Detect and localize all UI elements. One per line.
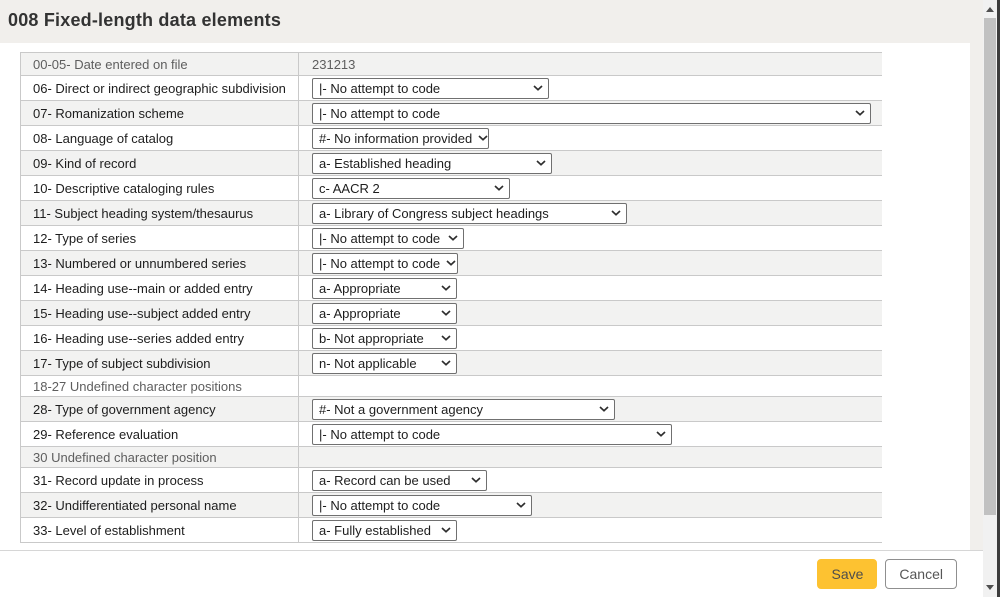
chevron-down-icon xyxy=(441,285,451,291)
row-value-cell xyxy=(299,447,882,467)
row-value-cell xyxy=(299,151,882,175)
row-label: 30 Undefined character position xyxy=(21,447,299,467)
select-value: |- No attempt to code xyxy=(319,497,441,513)
page-title: 008 Fixed-length data elements xyxy=(8,10,282,30)
table-row xyxy=(21,301,882,326)
chevron-down-icon xyxy=(533,85,543,91)
fixed-field-table xyxy=(20,52,882,543)
row-value-cell xyxy=(299,226,882,250)
row-label: 14- Heading use--main or added entry xyxy=(21,276,299,300)
row-value-cell xyxy=(299,201,882,225)
select-value: |- No attempt to code xyxy=(319,105,441,121)
select-31[interactable] xyxy=(312,470,487,491)
save-button[interactable]: Save xyxy=(817,559,877,589)
select-08[interactable] xyxy=(312,128,489,149)
table-row xyxy=(21,126,882,151)
select-value: a- Fully established xyxy=(319,522,431,538)
chevron-down-icon xyxy=(536,160,546,166)
row-label: 16- Heading use--series added entry xyxy=(21,326,299,350)
scroll-down-arrow-icon[interactable] xyxy=(983,580,997,594)
select-06[interactable] xyxy=(312,78,549,99)
chevron-down-icon xyxy=(441,360,451,366)
chevron-down-icon xyxy=(446,260,456,266)
row-value-cell xyxy=(299,101,882,125)
row-value-cell xyxy=(299,397,882,421)
vertical-scrollbar[interactable] xyxy=(983,0,997,597)
row-label: 17- Type of subject subdivision xyxy=(21,351,299,375)
select-10[interactable] xyxy=(312,178,510,199)
select-value: |- No attempt to code xyxy=(319,426,441,442)
chevron-down-icon xyxy=(656,431,666,437)
select-16[interactable] xyxy=(312,328,457,349)
row-value-cell xyxy=(299,251,882,275)
chevron-down-icon xyxy=(599,406,609,412)
row-label: 29- Reference evaluation xyxy=(21,422,299,446)
form-panel xyxy=(0,43,970,550)
select-17[interactable] xyxy=(312,353,457,374)
row-value-cell xyxy=(299,518,882,542)
row-value-cell xyxy=(299,126,882,150)
select-value: a- Library of Congress subject headings xyxy=(319,205,549,221)
select-value: a- Appropriate xyxy=(319,280,401,296)
table-row xyxy=(21,101,882,126)
select-value: |- No attempt to code xyxy=(319,80,441,96)
select-28[interactable] xyxy=(312,399,615,420)
select-11[interactable] xyxy=(312,203,627,224)
row-label: 10- Descriptive cataloging rules xyxy=(21,176,299,200)
table-row xyxy=(21,422,882,447)
row-label: 31- Record update in process xyxy=(21,468,299,492)
chevron-down-icon xyxy=(494,185,504,191)
row-label: 13- Numbered or unnumbered series xyxy=(21,251,299,275)
chevron-down-icon xyxy=(441,527,451,533)
select-value: #- No information provided xyxy=(319,130,473,146)
row-label: 18-27 Undefined character positions xyxy=(21,376,299,396)
row-value-cell xyxy=(299,76,882,100)
select-32[interactable] xyxy=(312,495,532,516)
chevron-down-icon xyxy=(478,135,488,141)
row-value-cell xyxy=(299,376,882,396)
row-value-cell xyxy=(299,493,882,517)
table-row xyxy=(21,518,882,543)
chevron-down-icon xyxy=(611,210,621,216)
row-value-cell xyxy=(299,176,882,200)
select-value: |- No attempt to code xyxy=(319,230,441,246)
row-label: 15- Heading use--subject added entry xyxy=(21,301,299,325)
row-label: 06- Direct or indirect geographic subdivision xyxy=(21,76,299,100)
row-value-cell xyxy=(299,468,882,492)
table-row xyxy=(21,397,882,422)
chevron-down-icon xyxy=(448,235,458,241)
table-row xyxy=(21,176,882,201)
field-value: 231213 xyxy=(312,56,356,72)
cancel-button[interactable]: Cancel xyxy=(885,559,957,589)
row-value-cell xyxy=(299,276,882,300)
table-row xyxy=(21,53,882,76)
row-label: 07- Romanization scheme xyxy=(21,101,299,125)
row-value-cell xyxy=(299,301,882,325)
table-row xyxy=(21,151,882,176)
chevron-down-icon xyxy=(471,477,481,483)
row-label: 32- Undifferentiated personal name xyxy=(21,493,299,517)
select-value: a- Appropriate xyxy=(319,305,401,321)
row-label: 12- Type of series xyxy=(21,226,299,250)
select-07[interactable] xyxy=(312,103,871,124)
chevron-down-icon xyxy=(855,110,865,116)
select-value: a- Established heading xyxy=(319,155,452,171)
select-15[interactable] xyxy=(312,303,457,324)
row-label: 33- Level of establishment xyxy=(21,518,299,542)
select-value: a- Record can be used xyxy=(319,472,451,488)
chevron-down-icon xyxy=(516,502,526,508)
select-value: #- Not a government agency xyxy=(319,401,484,417)
row-label: 08- Language of catalog xyxy=(21,126,299,150)
select-14[interactable] xyxy=(312,278,457,299)
scrollbar-thumb[interactable] xyxy=(984,18,996,515)
scroll-up-arrow-icon[interactable] xyxy=(983,2,997,16)
row-label: 28- Type of government agency xyxy=(21,397,299,421)
table-row xyxy=(21,226,882,251)
table-row xyxy=(21,276,882,301)
table-row xyxy=(21,251,882,276)
chevron-down-icon xyxy=(441,310,451,316)
table-row xyxy=(21,447,882,468)
select-value: |- No attempt to code xyxy=(319,255,441,271)
footer-bar xyxy=(0,550,983,597)
row-label: 00-05- Date entered on file xyxy=(21,53,299,75)
row-value-cell xyxy=(299,53,882,75)
table-row xyxy=(21,76,882,101)
table-row xyxy=(21,493,882,518)
chevron-down-icon xyxy=(441,335,451,341)
select-value: c- AACR 2 xyxy=(319,180,380,196)
select-33[interactable] xyxy=(312,520,457,541)
table-row xyxy=(21,201,882,226)
row-value-cell xyxy=(299,422,882,446)
row-value-cell xyxy=(299,351,882,375)
select-13[interactable] xyxy=(312,253,458,274)
select-value: n- Not applicable xyxy=(319,355,417,371)
select-value: b- Not appropriate xyxy=(319,330,424,346)
row-label: 09- Kind of record xyxy=(21,151,299,175)
select-12[interactable] xyxy=(312,228,464,249)
select-29[interactable] xyxy=(312,424,672,445)
table-row xyxy=(21,376,882,397)
table-row xyxy=(21,351,882,376)
row-value-cell xyxy=(299,326,882,350)
row-label: 11- Subject heading system/thesaurus xyxy=(21,201,299,225)
select-09[interactable] xyxy=(312,153,552,174)
table-row xyxy=(21,326,882,351)
table-row xyxy=(21,468,882,493)
